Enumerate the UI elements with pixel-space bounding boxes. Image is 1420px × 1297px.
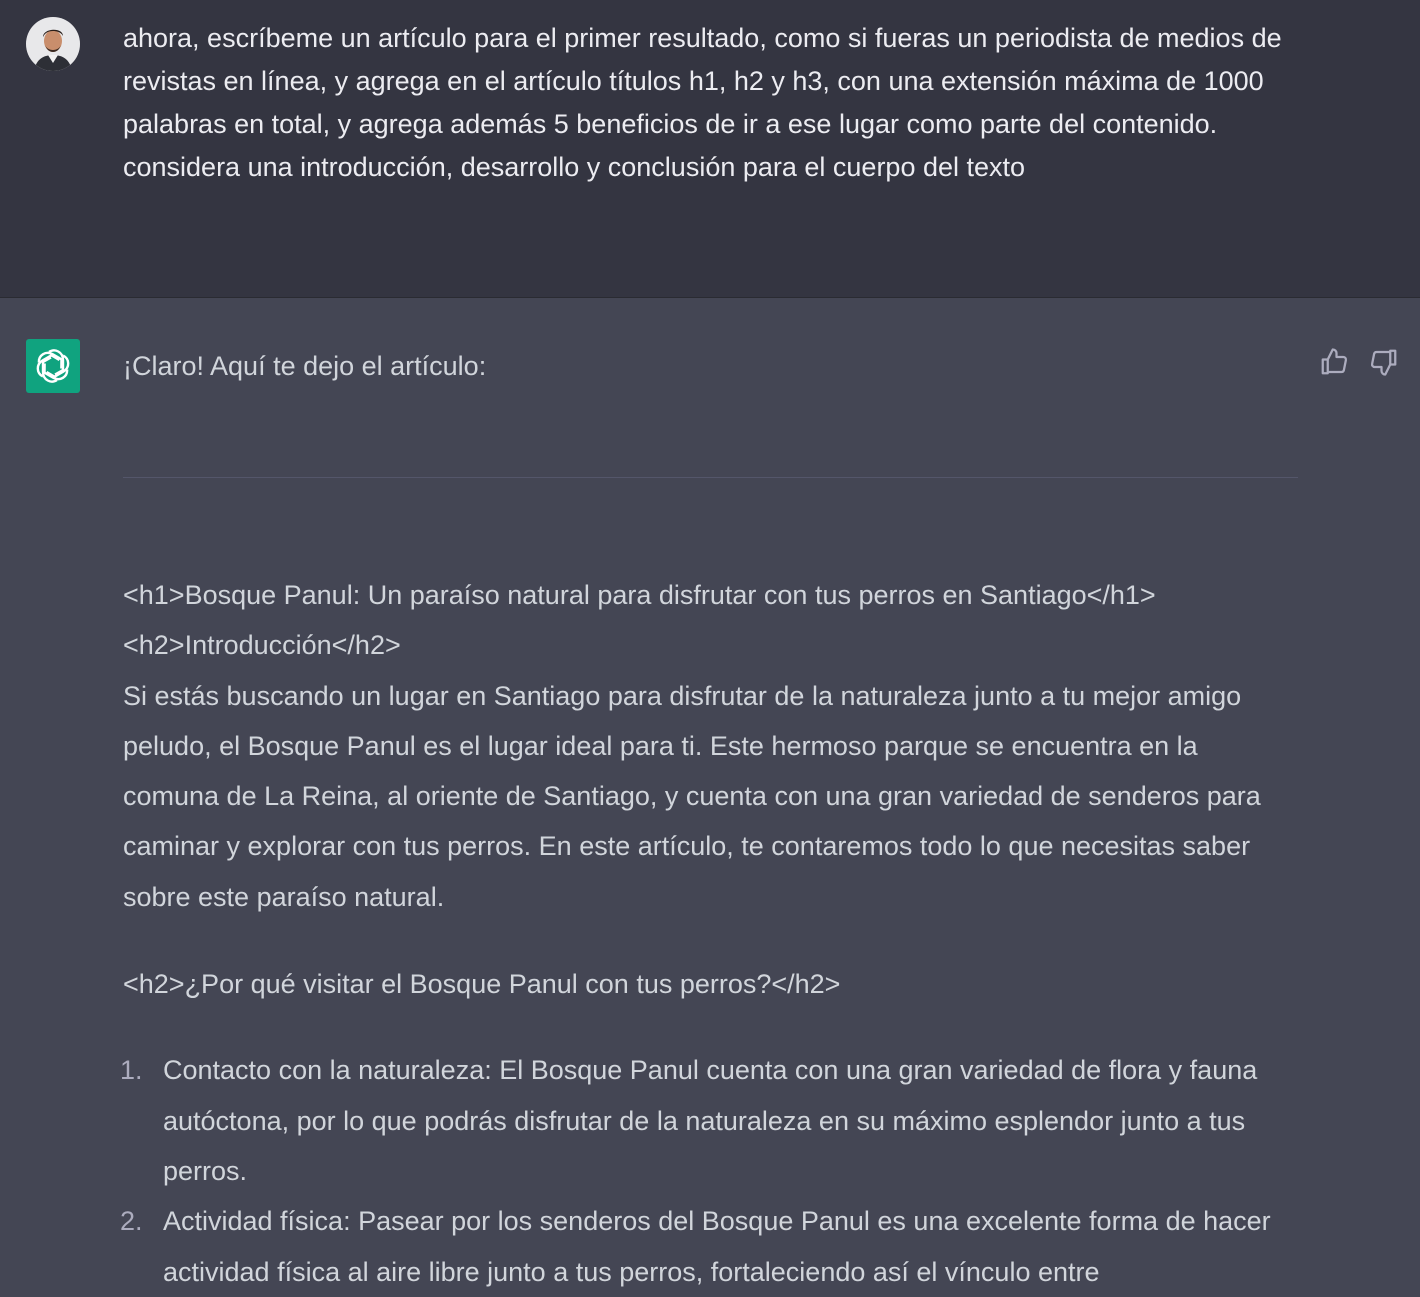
list-item-text: Actividad física: Pasear por los senderos del Bosque Panul es una excelente forma de hacer actividad física al aire libre junto a tus perros, fortaleciendo así el vínculo entre: [163, 1206, 1271, 1287]
horizontal-rule: [123, 477, 1298, 478]
thumbs-up-button[interactable]: [1318, 346, 1350, 378]
list-item-text: Contacto con la naturaleza: El Bosque Panul cuenta con una gran variedad de flora y fauna autóctona, por lo que podrás disfrutar de la naturaleza en su máximo esplendor junto a tus perros.: [163, 1055, 1258, 1186]
user-message: [0, 0, 1420, 298]
article-intro-paragraph: Si estás buscando un lugar en Santiago para disfrutar de la naturaleza junto a tu mejor amigo peludo, el Bosque Panul es el lugar ideal para ti. Este hermoso parque se encuentra en la comuna de La Reina, al oriente de Santiago, y cuenta con una gran variedad de senderos para caminar y explorar con tus perros. En este artículo, te contaremos todo lo que necesitas saber sobre este paraíso natural.: [123, 680, 1261, 912]
list-item-number: 1.: [120, 1055, 143, 1086]
user-avatar: [26, 17, 80, 71]
list-item: [120, 1045, 1298, 1196]
list-item-number: 2.: [120, 1206, 143, 1237]
benefits-list: [120, 1045, 1298, 1296]
article-h2-why-line: <h2>¿Por qué visitar el Bosque Panul con tus perros?</h2>: [123, 969, 841, 1000]
user-avatar-icon: [26, 17, 80, 71]
article-h1-line: <h1>Bosque Panul: Un paraíso natural para disfrutar con tus perros en Santiago</h1>: [123, 580, 1156, 610]
user-message-text: ahora, escríbeme un artículo para el primer resultado, como si fueras un periodista de medios de revistas en línea, y agrega en el artículo títulos h1, h2 y h3, con una extensión máxima de 1000 palabras en total, y agrega además 5 beneficios de ir a ese lugar como parte del contenido. considera una introducción, desarrollo y conclusión para el cuerpo del texto: [123, 23, 1282, 182]
article-h2-intro-line: <h2>Introducción</h2>: [123, 630, 401, 661]
thumbs-down-icon: [1369, 347, 1399, 377]
article-body: [120, 570, 1298, 1297]
thumbs-up-icon: [1319, 347, 1349, 377]
assistant-intro: ¡Claro! Aquí te dejo el artículo:: [123, 351, 487, 381]
thumbs-down-button[interactable]: [1368, 346, 1400, 378]
openai-logo-icon: [33, 346, 73, 386]
assistant-message: [0, 298, 1420, 1287]
assistant-avatar: [26, 339, 80, 393]
